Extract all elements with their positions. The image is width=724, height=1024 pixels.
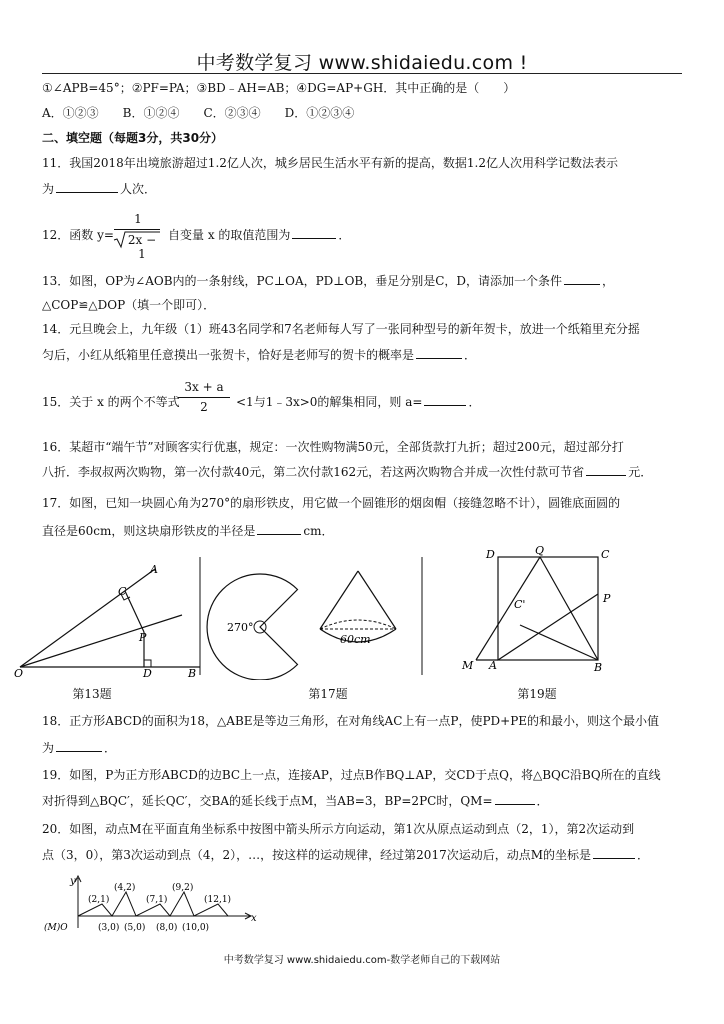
q13-answer-blank[interactable] bbox=[564, 272, 600, 285]
q19-answer-blank[interactable] bbox=[495, 792, 535, 805]
fig13-label-p: P bbox=[139, 631, 147, 644]
q11-line2 bbox=[42, 180, 156, 197]
fig20-top-point: (2,1) bbox=[88, 895, 110, 905]
q17-text: 直径是60cm，则这块扇形铁皮的半径是 bbox=[42, 524, 256, 538]
fig13-label-b: B bbox=[188, 667, 197, 680]
fig19-caption: 第19题 bbox=[517, 687, 557, 701]
fig13-caption: 第13题 bbox=[72, 687, 112, 701]
q14-end: ． bbox=[464, 348, 477, 362]
q13-end: ， bbox=[602, 274, 615, 288]
q12-text bbox=[168, 226, 350, 243]
q16-end: 元． bbox=[628, 465, 653, 479]
fig13-label-a: A bbox=[150, 563, 158, 576]
q12-end: ． bbox=[338, 228, 351, 242]
fig13-label-c: C bbox=[118, 585, 127, 598]
q10-statements: ①∠APB=45°；②PF=PA；③BD﹣AH=AB；④DG=AP+GH．其中正确的是（ ） bbox=[42, 81, 516, 95]
fig19-label-c-prime: C' bbox=[514, 598, 526, 611]
fig17-angle-label: 270° bbox=[227, 621, 254, 634]
q19-line1: 19．如图，P为正方形ABCD的边BC上一点，连接AP，过点B作BQ⊥AP，交CD于点Q，将△BQC沿BQ所在的直线 bbox=[42, 768, 661, 782]
q15-end: ． bbox=[468, 395, 481, 409]
q13-line1 bbox=[42, 272, 614, 289]
figure-13 bbox=[14, 563, 200, 680]
q15-text bbox=[236, 393, 480, 410]
fig19-label-p: P bbox=[603, 592, 611, 605]
page-footer: 中考数学复习 www.shidaiedu.com-数学老师自己的下载网站 bbox=[223, 955, 501, 966]
fig19-label-b: B bbox=[594, 661, 603, 674]
q20-end: ． bbox=[637, 848, 650, 862]
q15-denominator: 2 bbox=[200, 400, 208, 414]
q18-line1: 18．正方形ABCD的面积为18，△ABE是等边三角形，在对角线AC上有一点P，使PD+PE的和最小，则这个最小值 bbox=[42, 714, 660, 728]
q11-prefix: 为 bbox=[42, 182, 55, 196]
fig19-label-m: M bbox=[462, 659, 474, 672]
q11-line1: 11．我国2018年出境旅游超过1.2亿人次，城乡居民生活水平有新的提高，数据1.2亿人次用科学记数法表示 bbox=[42, 156, 618, 170]
q14-answer-blank[interactable] bbox=[416, 346, 462, 359]
q15-answer-blank[interactable] bbox=[424, 393, 466, 406]
fig20-top-point: (4,2) bbox=[114, 883, 136, 893]
q20-text: 点（3，0），第3次运动到点（4，2），…，按这样的运动规律，经过第2017次运动后，动点M的坐标是 bbox=[42, 848, 592, 862]
fig13-label-o: O bbox=[14, 667, 24, 680]
section-2-title: 二、填空题（每题3分，共30分） bbox=[42, 131, 224, 145]
q14-line1: 14．元旦晚会上，九年级（1）班43名同学和7名老师每人写了一张同种型号的新年贺卡，放进一个纸箱里充分摇 bbox=[42, 322, 640, 336]
q16-line1: 16．某超市“端午节”对顾客实行优惠，规定：一次性购物满50元，全部货款打九折；超过200元，超过部分打 bbox=[42, 440, 624, 454]
q19-text: 对折得到△BQC′，延长QC′，交BA的延长线于点M，当AB=3，BP=2PC时，QM= bbox=[42, 794, 493, 808]
q12-prefix: 12．函数 y= bbox=[42, 228, 114, 242]
q12-suffix: 自变量 x 的取值范围为 bbox=[168, 228, 291, 242]
figure-19 bbox=[461, 545, 611, 674]
q18-prefix: 为 bbox=[42, 741, 55, 755]
q16-text: 八折．李叔叔两次购物，第一次付款40元，第二次付款162元，若这两次购物合并成一次性付款可节省 bbox=[42, 465, 585, 479]
fig20-bottom-point: (8,0) bbox=[156, 923, 178, 933]
q20-line1: 20．如图，动点M在平面直角坐标系中按图中箭头所示方向运动，第1次从原点运动到点（2，1），第2次运动到 bbox=[42, 822, 635, 836]
q15-suffix: <1与1﹣3x>0的解集相同，则 a= bbox=[236, 395, 423, 409]
q12-denominator: 2x − 1 bbox=[127, 233, 157, 261]
fig20-bottom-point: (3,0) bbox=[98, 923, 120, 933]
q20-line2 bbox=[42, 846, 649, 863]
q16-line2 bbox=[42, 463, 652, 480]
q11-answer-blank[interactable] bbox=[56, 180, 118, 193]
q18-end: ． bbox=[104, 741, 117, 755]
fig20-origin: (M)O bbox=[44, 923, 68, 933]
fig19-label-a: A bbox=[489, 659, 497, 672]
fig13-label-d: D bbox=[143, 667, 152, 680]
q15-numerator: 3x + a bbox=[184, 380, 224, 394]
q17-line2 bbox=[42, 522, 333, 539]
fig19-label-d: D bbox=[486, 548, 495, 561]
q13-line2: △COP≌△DOP（填一个即可）． bbox=[42, 298, 216, 312]
fig20-top-point: (9,2) bbox=[172, 883, 194, 893]
q17-line1: 17．如图，已知一块圆心角为270°的扇形铁皮，用它做一个圆锥形的烟囱帽（接缝忽略不计），圆锥底面圆的 bbox=[42, 496, 621, 510]
fig19-label-q: Q bbox=[535, 545, 545, 557]
fig20-bottom-point: (10,0) bbox=[182, 923, 210, 933]
q10-options: A．①②③ B．①②④ C．②③④ D．①②③④ bbox=[42, 106, 355, 120]
q16-answer-blank[interactable] bbox=[586, 463, 626, 476]
q11-suffix: 人次． bbox=[120, 182, 157, 196]
fig20-top-point: (12,1) bbox=[204, 895, 232, 905]
q14-line2 bbox=[42, 346, 476, 363]
q12-numerator: 1 bbox=[134, 212, 142, 226]
q14-text: 匀后，小红从纸箱里任意摸出一张贺卡，恰好是老师写的贺卡的概率是 bbox=[42, 348, 415, 362]
fig20-axis-x: x bbox=[251, 913, 257, 924]
figures-row bbox=[0, 545, 724, 680]
fig17-diameter-label: 60cm bbox=[340, 633, 371, 646]
q12-answer-blank[interactable] bbox=[292, 226, 336, 239]
fig20-top-point: (7,1) bbox=[146, 895, 168, 905]
q19-end: ． bbox=[536, 794, 549, 808]
q18-line2 bbox=[42, 739, 116, 756]
fig17-caption: 第17题 bbox=[308, 687, 348, 701]
q13-text: 13．如图，OP为∠AOB内的一条射线，PC⊥OA，PD⊥OB，垂足分别是C，D，请添加一个条件 bbox=[42, 274, 563, 288]
q15-prefix: 15．关于 x 的两个不等式 bbox=[42, 395, 180, 409]
q19-line2 bbox=[42, 792, 549, 809]
fig19-label-c: C bbox=[601, 548, 610, 561]
q15-fraction-bar bbox=[178, 397, 230, 398]
fig20-bottom-point: (5,0) bbox=[124, 923, 146, 933]
fig20-axis-y: y bbox=[70, 876, 76, 887]
q17-end: cm． bbox=[303, 524, 334, 538]
page-header-title: 中考数学复习 www.shidaiedu.com ! bbox=[196, 52, 528, 74]
figure-17 bbox=[207, 571, 396, 680]
q18-answer-blank[interactable] bbox=[56, 739, 102, 752]
q17-answer-blank[interactable] bbox=[257, 522, 301, 535]
figure-20 bbox=[40, 868, 270, 940]
q20-answer-blank[interactable] bbox=[593, 846, 635, 859]
header-divider bbox=[42, 73, 682, 74]
